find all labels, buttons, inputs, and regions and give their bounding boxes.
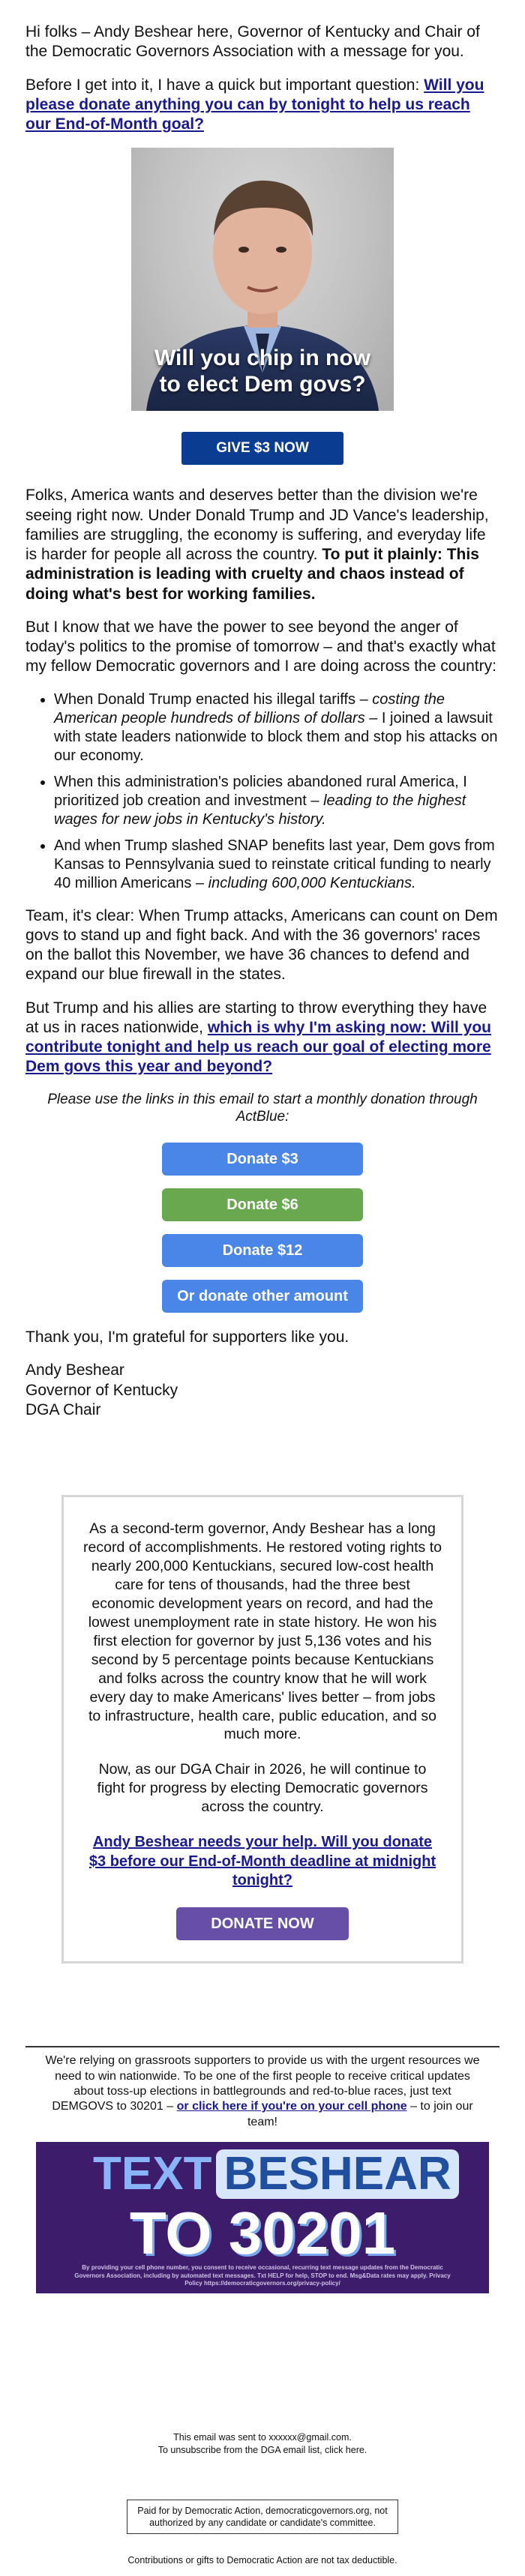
donate-3-button[interactable]: Donate $3 bbox=[162, 1143, 363, 1176]
signature-role: DGA Chair bbox=[26, 1400, 101, 1418]
contribute-tonight-link[interactable]: which is why I'm asking now: Will you contribute tonight and help us reach our goal of electing more Dem govs this year and beyond? bbox=[26, 1018, 491, 1076]
thanks-text: Thank you, I'm grateful for supporters like you. bbox=[26, 1328, 350, 1346]
question-paragraph bbox=[26, 76, 500, 135]
america-paragraph bbox=[26, 486, 500, 604]
team-paragraph: Team, it's clear: When Trump attacks, Americans can count on Dem govs to stand up and fight back. And with the 36 governors' races on the ballot this November, we have 36 chances to defend and expand our blue firewall in the states. bbox=[26, 906, 498, 984]
grassroots-paragraph: We're relying on grassroots supporters to provide us with the urgent resources we need to win nationwide. To be one of the first people to receive critical updates about toss-up elections in battlegrounds and red-to-blue races, just text DEMGOVS to 30201 – or click here if you're on your cell phone – to join our team! bbox=[45, 2054, 480, 2128]
unsubscribe-text[interactable]: To unsubscribe from the DGA email list, click here. bbox=[158, 2444, 368, 2455]
power-paragraph: But I know that we have the power to see beyond the anger of today's politics to the promise of tomorrow – and that's exactly what my fellow Democratic governors and I are doing across the country: bbox=[26, 618, 496, 675]
beshear-info-card bbox=[62, 1495, 464, 1963]
america-text: Folks, America wants and deserves better than the division we're seeing right now. Under Donald Trump and JD Vance's leadership, families are struggling, the economy is suffering, and everyday life is harder for people all across the country. bbox=[26, 487, 489, 563]
hero-caption-line1: Will you chip in now bbox=[154, 346, 371, 371]
donate-6-button[interactable]: Donate $6 bbox=[162, 1188, 363, 1221]
ask-lead: But Trump and his allies are starting to throw everything they have at us in races nationwide, bbox=[26, 999, 488, 1036]
banner-fine-print: By providing your cell phone number, you consent to receive occasional, recurring text message updates from the Democratic Governors Association, including by automated text messages. Txt HELP for help, STOP to end. Msg&Data rates may apply. Privacy Policy https://democraticgovernors.org/privacy-policy/ bbox=[74, 2264, 451, 2287]
tax-disclaimer: Contributions or gifts to Democratic Action are not tax deductible. bbox=[128, 2555, 398, 2566]
banner-text-word: TEXT bbox=[93, 2148, 212, 2200]
donate-12-button[interactable]: Donate $12 bbox=[162, 1234, 363, 1267]
monthly-donation-note: Please use the links in this email to start a monthly donation through ActBlue: bbox=[47, 1091, 478, 1125]
email-info bbox=[0, 2431, 525, 2456]
card-body-accomplishments: As a second-term governor, Andy Beshear has a long record of accomplishments. He restored voting rights to nearly 200,000 Kentuckians, secured low-cost health care for tens of thousands, had the three best economic development years on record, and had the lowest unemployment rate in state history. He won his first election for governor by just 5,136 votes and his second by 5 percentage points because Kentuckians and folks across the country know that he will work every day to make Americans' lives better – from jobs to infrastructure, health care, public education, and so much more. bbox=[83, 1520, 442, 1743]
give-3-now-button[interactable]: GIVE $3 NOW bbox=[182, 432, 344, 465]
america-bold-text: To put it plainly: This administration is leading with cruelty and chaos instead of doing what's best for working families. bbox=[26, 546, 479, 603]
paid-for-disclaimer: Paid for by Democratic Action, democraticgovernors.org, not authorized by any candidate or candidate's committee. bbox=[127, 2500, 398, 2535]
accomplishments-list bbox=[54, 690, 500, 893]
donate-button-group bbox=[162, 1143, 363, 1313]
text-beshear-banner[interactable] bbox=[36, 2142, 489, 2293]
signature-name: Andy Beshear bbox=[26, 1361, 124, 1379]
list-item: • When Donald Trump enacted his illegal tariffs – costing the American people hundreds of billions of dollars – I joined a lawsuit with state leaders nationwide to block them and stop his attacks on our economy. bbox=[54, 690, 500, 765]
banner-line1 bbox=[93, 2149, 459, 2199]
list-item: • And when Trump slashed SNAP benefits last year, Dem govs from Kansas to Pennsylvania sued to reinstate critical funding to nearly 40 million Americans – including 600,000 Kentuckians. bbox=[54, 837, 500, 893]
intro-paragraph: Hi folks – Andy Beshear here, Governor of Kentucky and Chair of the Democratic Governors Association with a message for you. bbox=[26, 23, 480, 61]
donate-now-button[interactable]: DONATE NOW bbox=[176, 1907, 349, 1940]
donate-other-amount-button[interactable]: Or donate other amount bbox=[162, 1280, 363, 1313]
signature-title: Governor of Kentucky bbox=[26, 1381, 178, 1399]
card-donate-link[interactable]: Andy Beshear needs your help. Will you donate $3 before our End-of-Month deadline at midnight tonight? bbox=[88, 1834, 436, 1889]
hero-caption bbox=[131, 346, 394, 397]
hero-video-image[interactable] bbox=[131, 148, 394, 411]
hero-caption-line2: to elect Dem govs? bbox=[159, 371, 366, 397]
card-link-paragraph bbox=[83, 1833, 442, 1891]
text-signup-link[interactable]: or click here if you're on your cell phone bbox=[176, 2100, 407, 2113]
donate-question-link[interactable]: Will you please donate anything you can by tonight to help us reach our End-of-Month goal? bbox=[26, 76, 484, 133]
banner-number: TO 30201 bbox=[129, 2200, 396, 2267]
banner-name: BESHEAR bbox=[216, 2149, 458, 2199]
list-item: • When this administration's policies abandoned rural America, I prioritized job creation and investment – leading to the highest wages for new jobs in Kentucky's history. bbox=[54, 773, 500, 829]
signature-block bbox=[26, 1328, 500, 1420]
card-body-chair: Now, as our DGA Chair in 2026, he will continue to fight for progress by electing Democratic governors across the country. bbox=[97, 1761, 428, 1816]
sent-to-text: This email was sent to xxxxxx@gmail.com. bbox=[173, 2432, 352, 2443]
ask-paragraph bbox=[26, 999, 500, 1077]
question-lead: Before I get into it, I have a quick but important question: bbox=[26, 76, 424, 94]
